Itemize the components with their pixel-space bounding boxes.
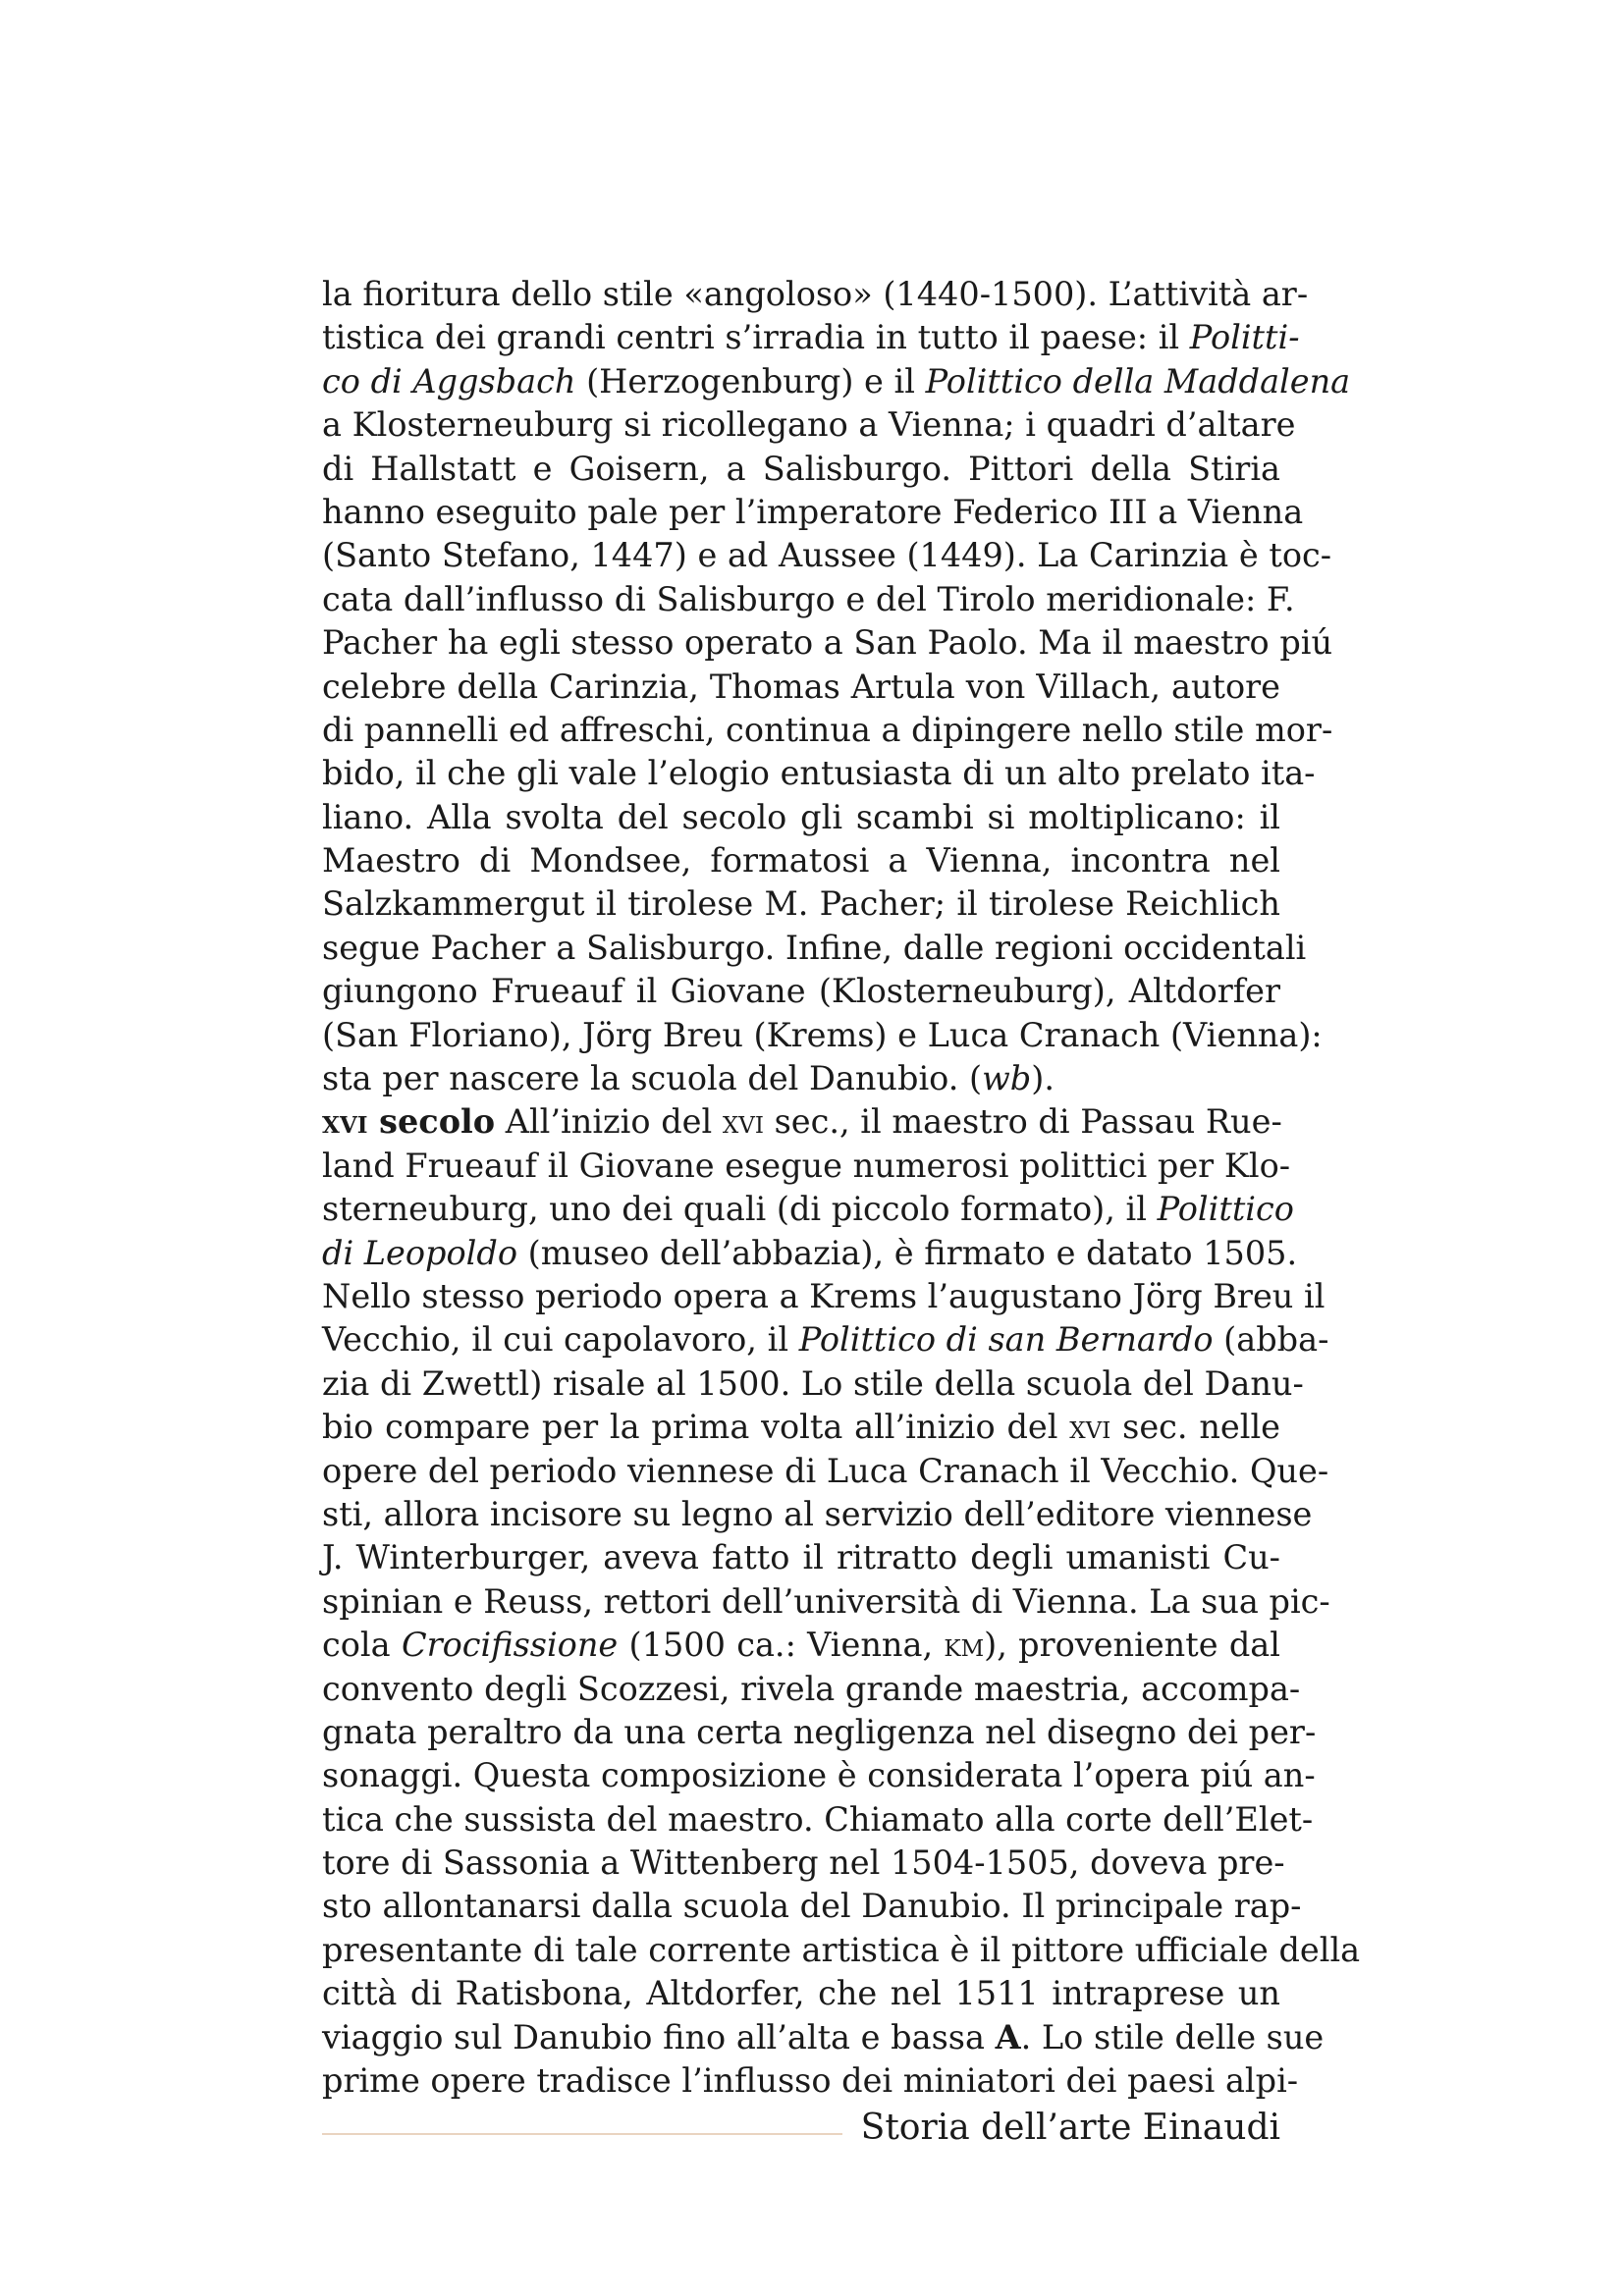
text-line	[322, 1929, 1361, 1972]
text-run: Nello stesso periodo opera a Krems l’augustano Jörg Breu il	[322, 1276, 1325, 1315]
text-run: prime opere tradisce l’influsso dei miniatori dei paesi alpi-	[322, 2061, 1299, 2101]
text-run: All’inizio del	[495, 1102, 723, 1142]
text-run: Crocifissione	[401, 1626, 619, 1665]
text-run: di pannelli ed affreschi, continua a dipingere nello stile mor-	[322, 710, 1333, 749]
text-run: hanno eseguito pale per l’imperatore Federico III a Vienna	[322, 492, 1304, 531]
text-run: zia di Zwettl) risale al 1500. Lo stile della scuola del Danu-	[322, 1363, 1304, 1403]
text-line	[322, 1318, 1329, 1362]
page-footer	[322, 2099, 1280, 2158]
text-run: (San Floriano), Jörg Breu (Krems) e Luca Cranach (Vienna):	[322, 1015, 1323, 1054]
text-line	[322, 839, 1280, 882]
text-run: land Frueauf il Giovane esegue numerosi polittici per Klo-	[322, 1146, 1291, 1185]
text-run: wb	[982, 1059, 1032, 1098]
text-run: sec., il maestro di Passau Rue-	[763, 1102, 1282, 1142]
text-run: città di Ratisbona, Altdorfer, che nel 1511 intraprese un	[322, 1974, 1280, 2013]
text-line	[322, 1493, 1313, 1536]
text-run: Pacher ha egli stesso operato a San Paolo. Ma il maestro piú	[322, 623, 1333, 663]
text-run: xvi	[722, 1102, 764, 1142]
text-line	[322, 1798, 1314, 1842]
text-run: giungono Frueauf il Giovane (Klosterneuburg), Altdorfer	[322, 972, 1280, 1011]
text-line	[322, 1580, 1330, 1624]
text-line	[322, 316, 1300, 359]
text-run: sti, allora incisore su legno al servizio dell’editore viennese	[322, 1494, 1313, 1533]
text-line	[322, 273, 1309, 316]
text-run: Polittico della Maddalena	[925, 361, 1351, 400]
text-line	[322, 970, 1280, 1013]
text-run: sec. nelle	[1110, 1408, 1280, 1447]
text-line	[322, 1057, 1280, 1100]
text-line	[322, 621, 1333, 665]
text-line	[322, 1188, 1294, 1231]
text-line	[322, 360, 1351, 403]
text-run: xvi	[322, 1102, 368, 1142]
text-line	[322, 1754, 1316, 1797]
text-line	[322, 1275, 1325, 1318]
text-line	[322, 491, 1304, 534]
text-line	[322, 709, 1333, 752]
text-run: . Lo stile delle sue	[1020, 2017, 1325, 2056]
text-line	[322, 448, 1280, 491]
text-line	[322, 2059, 1299, 2103]
text-run: Maestro di Mondsee, formatosi a Vienna, incontra nel	[322, 841, 1280, 881]
text-run: sta per nascere la scuola del Danubio. (	[322, 1059, 983, 1098]
text-run: tore di Sassonia a Wittenberg nel 1504-1505, doveva pre-	[322, 1843, 1285, 1883]
text-run: viaggio sul Danubio fino all’alta e bassa	[322, 2017, 996, 2056]
text-run: sto allontanarsi dalla scuola del Danubio. Il principale rap-	[322, 1887, 1302, 1926]
text-run: xvi	[1069, 1408, 1111, 1447]
text-run: (Herzogenburg) e il	[575, 361, 926, 400]
text-run: di Leopoldo	[322, 1233, 517, 1272]
text-line	[322, 1145, 1291, 1188]
text-run: secolo	[367, 1102, 496, 1142]
text-run: celebre della Carinzia, Thomas Artula von Villach, autore	[322, 667, 1280, 706]
text-run: (abba-	[1213, 1320, 1329, 1360]
text-run: liano. Alla svolta del secolo gli scambi si moltiplicano: il	[322, 797, 1280, 836]
text-run: Salzkammergut il tirolese M. Pacher; il tirolese Reichlich	[322, 884, 1280, 924]
text-run: km	[944, 1626, 985, 1665]
text-line	[322, 796, 1280, 839]
text-run: ).	[1031, 1059, 1055, 1098]
text-run: convento degli Scozzesi, rivela grande maestria, accompa-	[322, 1669, 1301, 1708]
text-run: Polittico di san Bernardo	[798, 1320, 1214, 1360]
text-line	[322, 578, 1295, 621]
text-run: spinian e Reuss, rettori dell’università di Vienna. La sua pic-	[322, 1581, 1330, 1621]
text-run: bio compare per la prima volta all’inizio del	[322, 1408, 1070, 1447]
text-run: la fioritura dello stile «angoloso» (1440-1500). L’attività ar-	[322, 275, 1309, 313]
text-line	[322, 1885, 1302, 1928]
footer-rule	[322, 2133, 842, 2135]
text-run: opere del periodo viennese di Luca Cranach il Vecchio. Que-	[322, 1451, 1329, 1490]
text-run: di Hallstatt e Goisern, a Salisburgo. Pittori della Stiria	[322, 449, 1280, 488]
article-body	[322, 273, 1361, 2103]
text-run: segue Pacher a Salisburgo. Infine, dalle regioni occidentali	[322, 928, 1307, 967]
text-run: Vecchio, il cui capolavoro, il	[322, 1320, 799, 1360]
text-line	[322, 1232, 1298, 1275]
text-line	[322, 1972, 1280, 2015]
text-run: sterneuburg, uno dei quali (di piccolo formato), il	[322, 1190, 1158, 1229]
text-run: presentante di tale corrente artistica è il pittore ufficiale della	[322, 1930, 1361, 1969]
text-run: a Klosterneuburg si ricollegano a Vienna; i quadri d’altare	[322, 405, 1296, 445]
text-line	[322, 752, 1316, 795]
text-line	[322, 1842, 1285, 1885]
text-line	[322, 1362, 1304, 1406]
text-run: Polittico	[1157, 1190, 1294, 1229]
text-run: gnata peraltro da una certa negligenza nel disegno dei per-	[322, 1712, 1317, 1751]
text-run: A	[995, 2017, 1021, 2056]
text-line	[322, 927, 1307, 970]
footer-title: Storia dell’arte Einaudi	[860, 2108, 1280, 2148]
text-line	[322, 1450, 1329, 1493]
text-line	[322, 403, 1296, 447]
text-line	[322, 1100, 1280, 1144]
text-run: co di Aggsbach	[322, 361, 576, 400]
text-run: cola	[322, 1626, 402, 1665]
text-run: sonaggi. Questa composizione è considerata l’opera piú an-	[322, 1756, 1316, 1795]
text-line	[322, 1014, 1323, 1057]
text-line	[322, 1668, 1301, 1711]
text-run: tistica dei grandi centri s’irradia in tutto il paese: il	[322, 318, 1190, 357]
text-run: bido, il che gli vale l’elogio entusiasta di un alto prelato ita-	[322, 754, 1316, 793]
text-run: (museo dell’abbazia), è firmato e datato 1505.	[517, 1233, 1298, 1272]
text-line	[322, 1624, 1280, 1667]
text-line	[322, 2016, 1325, 2059]
text-line	[322, 1406, 1280, 1449]
text-run: (1500 ca.: Vienna,	[618, 1626, 945, 1665]
text-run: Politti-	[1189, 318, 1300, 357]
text-line	[322, 534, 1332, 577]
text-run: cata dall’influsso di Salisburgo e del Tirolo meridionale: F.	[322, 579, 1295, 618]
text-line	[322, 1536, 1280, 1579]
text-run: (Santo Stefano, 1447) e ad Aussee (1449). La Carinzia è toc-	[322, 536, 1332, 575]
text-run: tica che sussista del maestro. Chiamato alla corte dell’Elet-	[322, 1799, 1314, 1839]
text-line	[322, 1711, 1317, 1754]
text-line	[322, 882, 1280, 926]
text-line	[322, 666, 1280, 709]
text-run: ), proveniente dal	[984, 1626, 1280, 1665]
text-run: J. Winterburger, aveva fatto il ritratto degli umanisti Cu-	[322, 1538, 1280, 1577]
